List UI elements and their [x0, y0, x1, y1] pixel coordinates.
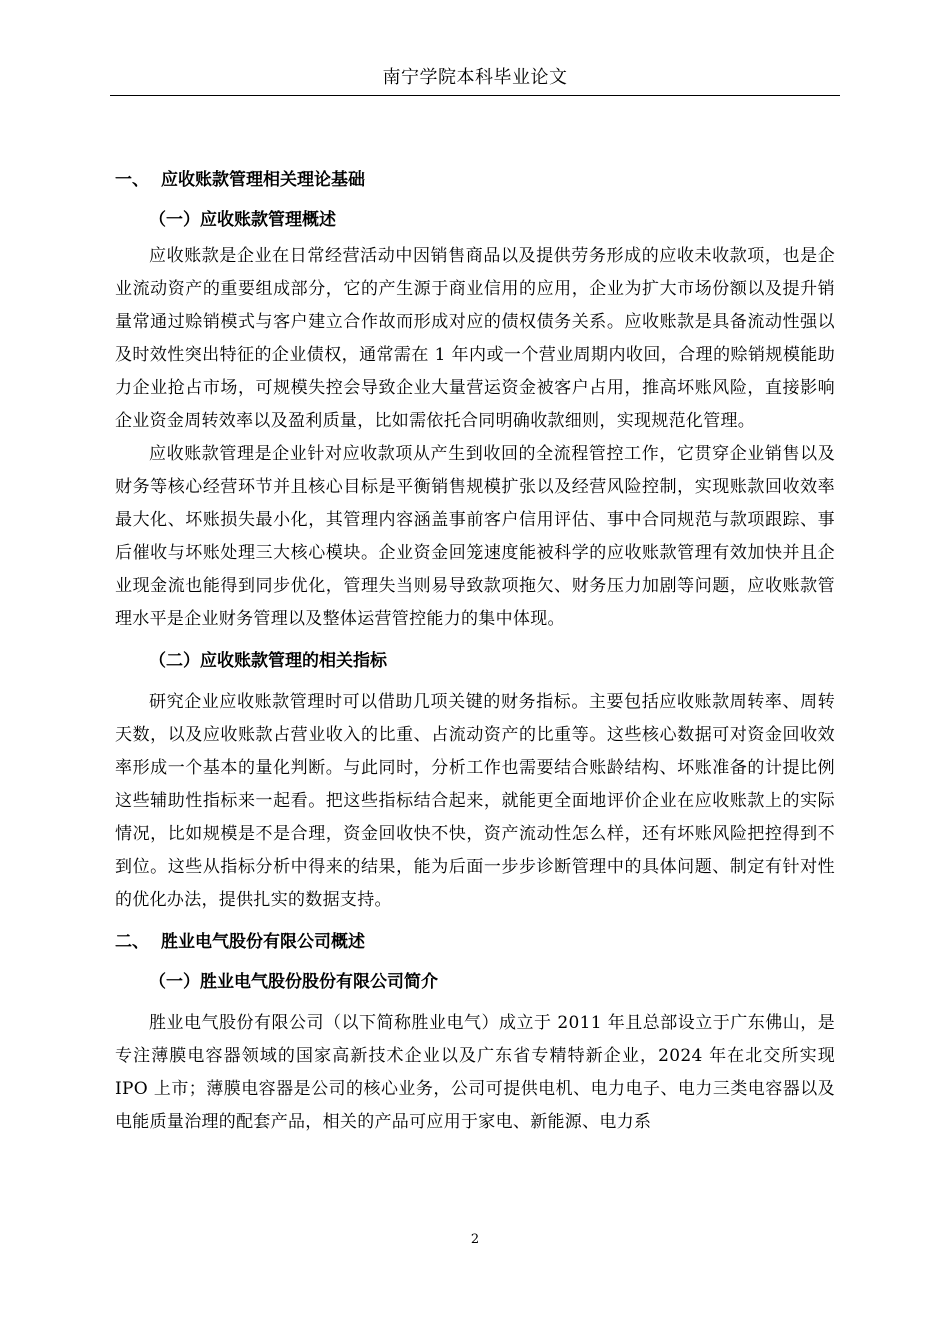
body-paragraph: 胜业电气股份有限公司（以下简称胜业电气）成立于 2011 年且总部设立于广东佛山，是专注薄膜电容器领域的国家高新技术企业以及广东省专精特新企业，2024 年在北交所实现 IPO 上市；薄膜电容器是公司的核心业务，公司可提供电机、电力电子、电力三类电容器以及电能质量治理的配套产品，相关的产品可应用于家电、新能源、电力系 [115, 1013, 835, 1132]
section-heading [115, 160, 835, 200]
page-number: 2 [470, 1232, 480, 1247]
section-number: 一、 [115, 170, 149, 190]
page-body [115, 160, 835, 1139]
body-paragraph: 应收账款是企业在日常经营活动中因销售商品以及提供劳务形成的应收未收款项，也是企业流动资产的重要组成部分，它的产生源于商业信用的应用，企业为扩大市场份额以及提升销量常通过赊销模式与客户建立合作故而形成对应的债权债务关系。应收账款是具备流动性强以及时效性突出特征的企业债权，通常需在 1 年内或一个营业周期内收回，合理的赊销规模能助力企业抢占市场，可规模失控会导致企业大量营运资金被客户占用，推高坏账风险，直接影响企业资金周转效率以及盈利质量，比如需依托合同明确收款细则，实现规范化管理。 [115, 246, 835, 431]
section-number: 二、 [115, 932, 149, 952]
section-heading [115, 922, 835, 962]
body-paragraph: 应收账款管理是企业针对应收款项从产生到收回的全流程管控工作，它贯穿企业销售以及财务等核心经营环节并且核心目标是平衡销售规模扩张以及经营风险控制，实现账款回收效率最大化、坏账损失最小化，其管理内容涵盖事前客户信用评估、事中合同规范与款项跟踪、事后催收与坏账处理三大核心模块。企业资金回笼速度能被科学的应收账款管理有效加快并且企业现金流也能得到同步优化，管理失当则易导致款项拖欠、财务压力加剧等问题，应收账款管理水平是企业财务管理以及整体运营管控能力的集中体现。 [115, 444, 835, 629]
header-rule [110, 95, 840, 96]
body-paragraph: 研究企业应收账款管理时可以借助几项关键的财务指标。主要包括应收账款周转率、周转天数，以及应收账款占营业收入的比重、占流动资产的比重等。这些核心数据可对资金回收效率形成一个基本的量化判断。与此同时，分析工作也需要结合账龄结构、坏账准备的计提比例这些辅助性指标来一起看。把这些指标结合起来，就能更全面地评价企业在应收账款上的实际情况，比如规模是不是合理，资金回收快不快，资产流动性怎么样，还有坏账风险把控得到不到位。这些从指标分析中得来的结果，能为后面一步步诊断管理中的具体问题、制定有针对性的优化办法，提供扎实的数据支持。 [115, 692, 835, 910]
running-header-title: 南宁学院本科毕业论文 [382, 67, 568, 88]
section-title: 应收账款管理相关理论基础 [161, 170, 365, 190]
subsection-heading: （二）应收账款管理的相关指标 [149, 651, 387, 671]
section-title: 胜业电气股份有限公司概述 [161, 932, 365, 952]
subsection-heading: （一）应收账款管理概述 [149, 210, 336, 230]
subsection-heading: （一）胜业电气股份股份有限公司简介 [149, 972, 438, 992]
